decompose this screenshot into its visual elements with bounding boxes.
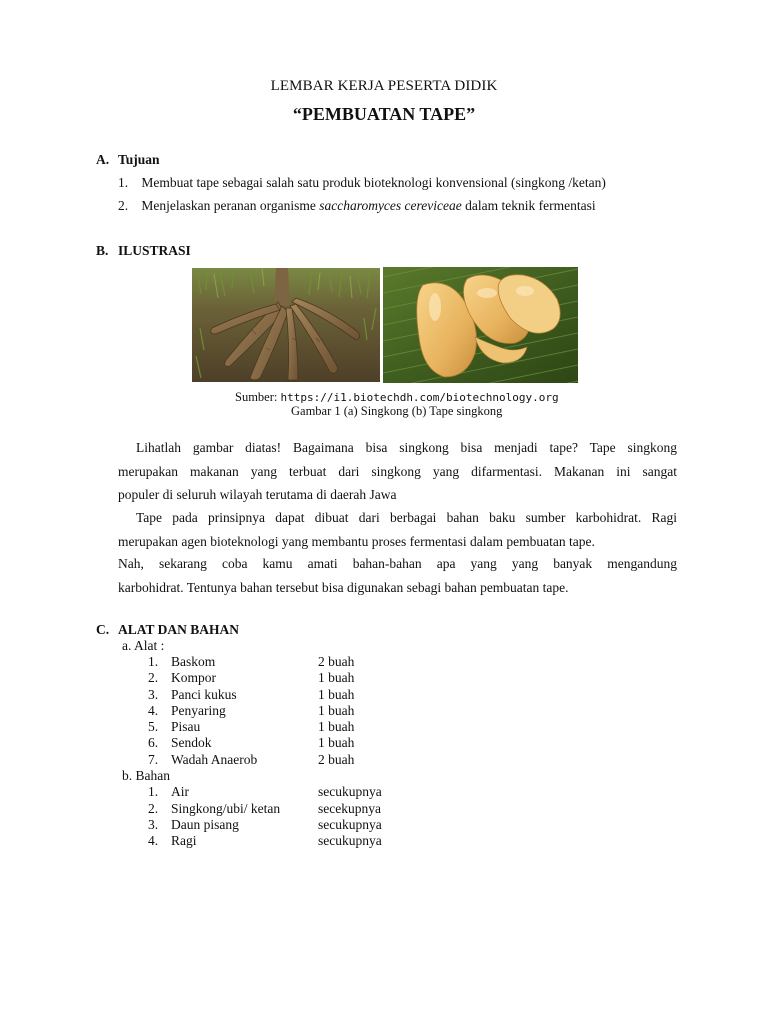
bahan-item-number: 1.	[148, 784, 159, 799]
bahan-item-name: Daun pisang	[171, 817, 239, 832]
alat-item-name: Kompor	[171, 670, 216, 685]
image-source-url: https://i1.biotechdh.com/biotechnology.org	[280, 391, 559, 404]
paragraph-1-line-1: Lihatlah gambar diatas! Bagaimana bisa singkong bisa menjadi tape? Tape singkong	[136, 440, 677, 455]
paragraph-2-line-2: merupakan agen bioteknologi yang membantu proses fermentasi dalam pembuatan tape.	[118, 533, 595, 549]
section-c-title: ALAT DAN BAHAN	[118, 622, 240, 637]
alat-item-name: Penyaring	[171, 703, 226, 718]
section-c-heading	[96, 622, 239, 638]
paragraph-1-line-3: populer di seluruh wilayah terutama di daerah Jawa	[118, 487, 397, 502]
alat-item-number: 7.	[148, 752, 159, 767]
alat-item-qty: 2 buah	[318, 752, 355, 767]
worksheet-title: LEMBAR KERJA PESERTA DIDIK	[270, 78, 498, 94]
paragraph-1	[118, 436, 677, 507]
alat-item	[148, 703, 354, 719]
section-b-heading	[96, 243, 191, 259]
bahan-item-qty: secekupnya	[318, 801, 381, 816]
section-a-title: Tujuan	[118, 152, 160, 167]
tujuan-item-2-italic-organism: saccharomyces cereviceae	[319, 198, 462, 213]
alat-item	[148, 687, 354, 703]
paragraph-3	[118, 552, 677, 599]
alat-item-number: 3.	[148, 687, 159, 702]
tujuan-item-1-text: Membuat tape sebagai salah satu produk bioteknologi konvensional (singkong /ketan)	[141, 175, 606, 190]
bahan-item-name: Singkong/ubi/ ketan	[171, 801, 281, 816]
tape-singkong-image	[383, 267, 578, 383]
tujuan-item-2-text-before: Menjelaskan peranan organisme	[141, 198, 320, 213]
image-source-label: Sumber:	[235, 390, 281, 404]
alat-item-qty: 2 buah	[318, 654, 355, 669]
tujuan-item-1-number: 1.	[118, 175, 129, 190]
paragraph-3-line-1: Nah, sekarang coba kamu amati bahan-bahan apa yang yang banyak mengandung	[118, 556, 677, 571]
bahan-label: b. Bahan	[122, 768, 170, 783]
bahan-item	[148, 801, 381, 817]
alat-item	[148, 719, 354, 735]
bahan-item-number: 3.	[148, 817, 159, 832]
alat-item-name: Panci kukus	[171, 687, 237, 702]
bahan-item-number: 2.	[148, 801, 159, 816]
bahan-item-qty: secukupnya	[318, 784, 382, 799]
section-a-letter: A.	[96, 152, 110, 167]
section-a-heading	[96, 152, 160, 168]
bahan-item	[148, 817, 382, 833]
bahan-item-qty: secukupnya	[318, 817, 382, 832]
paragraph-2	[118, 506, 677, 553]
paragraph-1-line-2: merupakan makanan yang terbuat dari singkong yang difarmentasi. Makanan ini sangat	[118, 463, 677, 479]
tujuan-item-2-text-after: dalam teknik fermentasi	[461, 198, 596, 213]
alat-item-qty: 1 buah	[318, 670, 355, 685]
section-b-title: ILUSTRASI	[118, 243, 191, 258]
alat-item-qty: 1 buah	[318, 719, 355, 734]
alat-item	[148, 670, 354, 686]
section-c-letter: C.	[96, 622, 110, 637]
paragraph-3-line-2: karbohidrat. Tentunya bahan tersebut bisa digunakan sebagi bahan pembuatan tape.	[118, 579, 569, 595]
worksheet-subtitle: “PEMBUATAN TAPE”	[292, 104, 476, 124]
bahan-item-qty: secukupnya	[318, 833, 382, 848]
tujuan-item-2-number: 2.	[118, 198, 129, 213]
alat-item-name: Baskom	[171, 654, 216, 669]
section-b-letter: B.	[96, 243, 109, 258]
bahan-item	[148, 833, 382, 849]
alat-item-number: 1.	[148, 654, 159, 669]
alat-item-qty: 1 buah	[318, 687, 355, 702]
alat-label: a. Alat :	[122, 638, 165, 653]
alat-item	[148, 654, 354, 670]
bahan-item-name: Air	[171, 784, 189, 799]
paragraph-2-line-1: Tape pada prinsipnya dapat dibuat dari berbagai bahan baku sumber karbohidrat. Ragi	[136, 510, 677, 525]
bahan-item-number: 4.	[148, 833, 159, 848]
alat-item	[148, 735, 354, 751]
bahan-item-name: Ragi	[171, 833, 197, 848]
alat-item	[148, 752, 354, 768]
alat-item-name: Wadah Anaerob	[171, 752, 258, 767]
bahan-item	[148, 784, 382, 800]
tujuan-item-1	[118, 175, 606, 191]
image-source	[235, 390, 559, 405]
alat-item-number: 6.	[148, 735, 159, 750]
tujuan-item-2	[118, 198, 596, 214]
alat-item-number: 2.	[148, 670, 159, 685]
alat-item-qty: 1 buah	[318, 703, 355, 718]
image-caption: Gambar 1 (a) Singkong (b) Tape singkong	[291, 404, 503, 418]
alat-item-name: Pisau	[171, 719, 201, 734]
alat-item-number: 5.	[148, 719, 159, 734]
alat-item-number: 4.	[148, 703, 159, 718]
alat-item-qty: 1 buah	[318, 735, 355, 750]
alat-item-name: Sendok	[171, 735, 212, 750]
singkong-image	[192, 268, 380, 382]
